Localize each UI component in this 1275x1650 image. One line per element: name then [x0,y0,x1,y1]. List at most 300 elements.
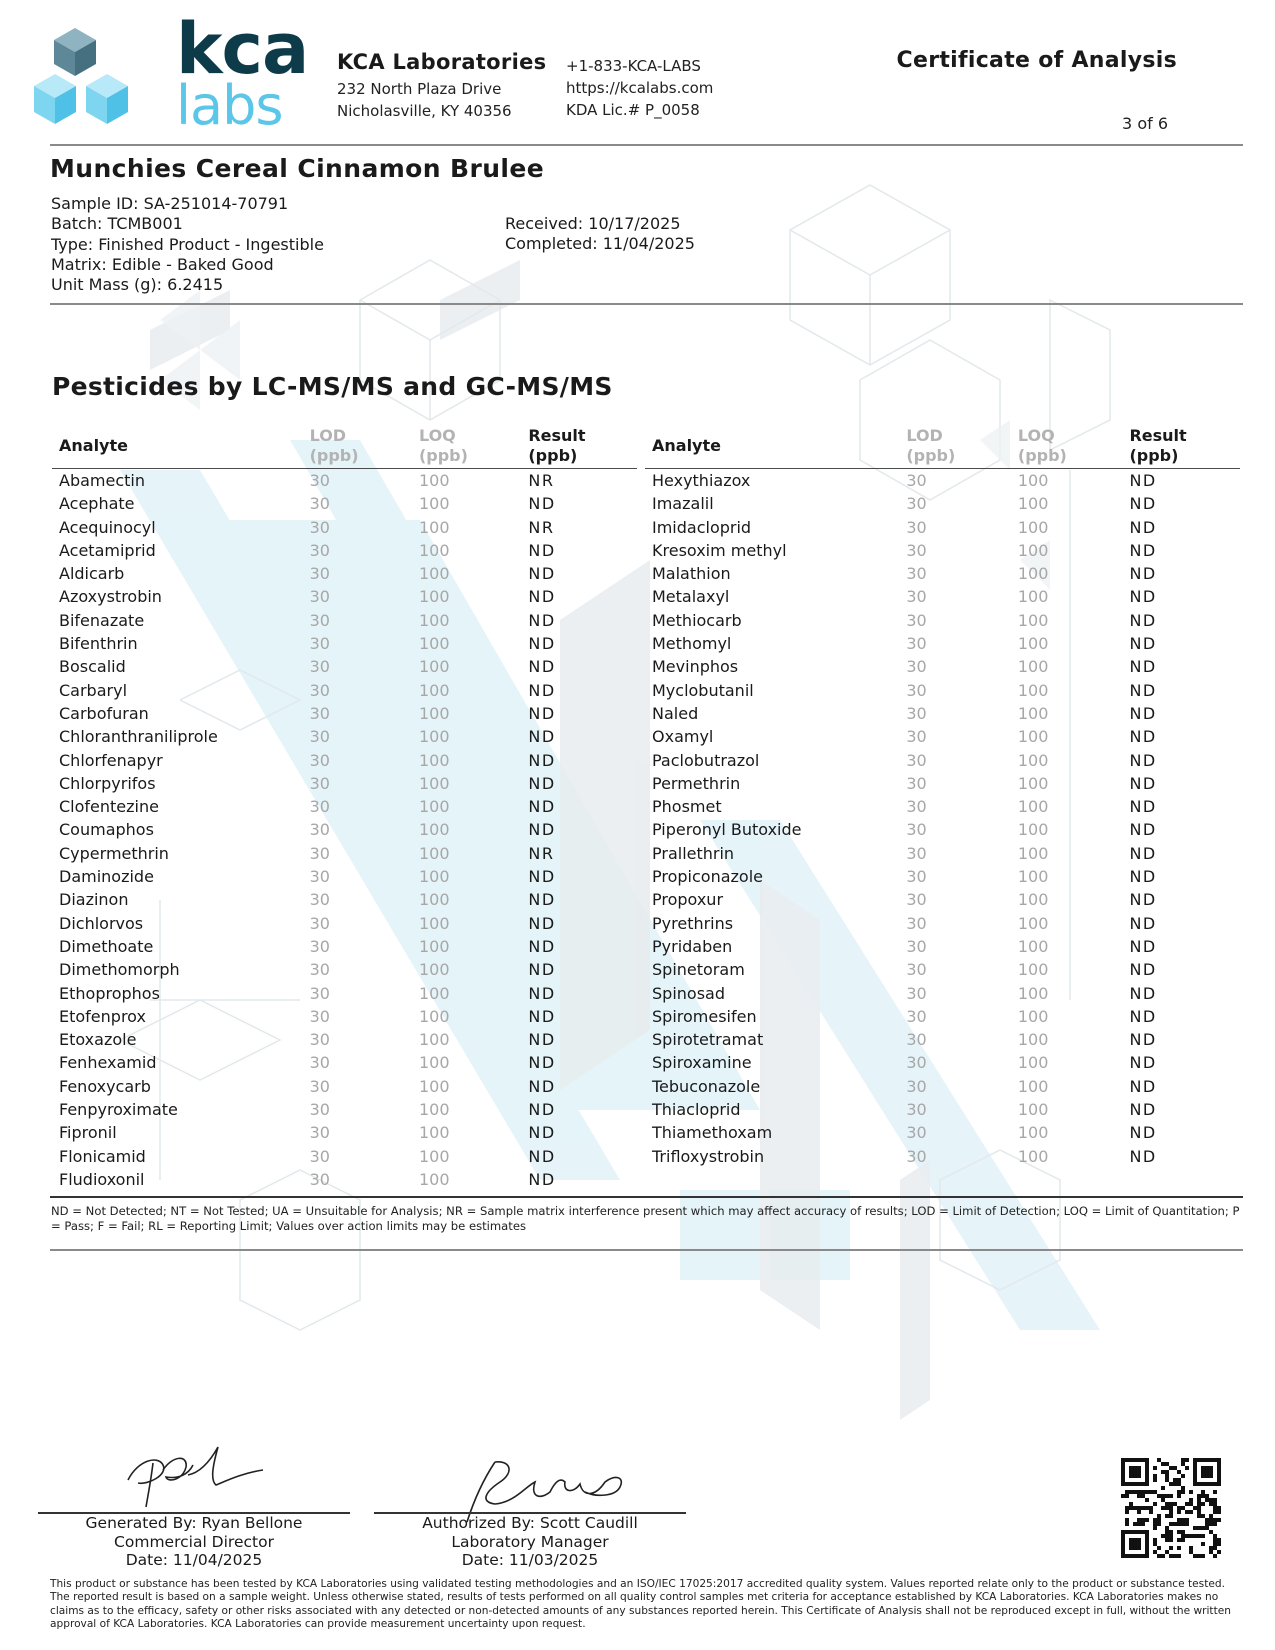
table-row [52,958,637,981]
loq-cell: 100 [418,1146,450,1166]
result-cell: ND [528,727,556,747]
lod-cell: 30 [309,1100,330,1120]
lod-cell: 30 [906,564,927,584]
lod-cell: 30 [906,1006,927,1026]
analyte-cell: Fipronil [59,1123,117,1143]
analyte-cell: Trifloxystrobin [652,1146,765,1166]
table-row [645,1075,1240,1098]
loq-cell: 100 [1017,634,1049,654]
result-cell: ND [528,564,556,584]
result-cell: ND [528,540,556,560]
lod-cell: 30 [309,703,330,723]
lod-cell: 30 [906,983,927,1003]
analyte-cell: Dichlorvos [59,913,144,933]
result-cell: ND [1129,1100,1157,1120]
loq-cell: 100 [418,540,450,560]
analyte-cell: Ethoprophos [59,983,160,1003]
table-row [52,702,637,725]
analyte-cell: Acetamiprid [59,540,156,560]
table-row [52,516,637,539]
lod-cell: 30 [906,1053,927,1073]
lod-cell: 30 [906,634,927,654]
lod-cell: 30 [309,1123,330,1143]
table-row [645,655,1240,678]
analyte-cell: Spiromesifen [652,1006,757,1026]
loq-cell: 100 [1017,913,1049,933]
table-row [52,1145,637,1168]
analyte-cell: Etofenprox [59,1006,146,1026]
lab-license: KDA Lic.# P_0058 [566,101,700,119]
lod-cell: 30 [906,890,927,910]
loq-cell: 100 [1017,471,1049,490]
lab-website-link[interactable]: https://kcalabs.com [566,79,714,97]
result-cell: ND [1129,587,1157,607]
result-cell: ND [1129,657,1157,677]
analyte-cell: Flonicamid [59,1146,146,1166]
lod-cell: 30 [906,843,927,863]
table-row [52,1028,637,1051]
table-row [52,842,637,865]
table-row [52,585,637,608]
result-cell: ND [528,587,556,607]
result-cell: ND [528,820,556,840]
loq-cell: 100 [418,1053,450,1073]
lod-cell: 30 [906,913,927,933]
analyte-cell: Thiamethoxam [652,1123,773,1143]
col-header-lod: LOD (ppb) [309,426,359,465]
analyte-cell: Acequinocyl [59,517,156,537]
loq-cell: 100 [1017,797,1049,817]
result-cell: NR [528,843,555,863]
lod-cell: 30 [906,471,927,490]
result-cell: ND [1129,983,1157,1003]
loq-cell: 100 [1017,1123,1049,1143]
table-row [645,1121,1240,1144]
lod-cell: 30 [906,610,927,630]
loq-cell: 100 [1017,960,1049,980]
lod-cell: 30 [906,750,927,770]
table-header-row [52,424,637,469]
result-cell: ND [1129,727,1157,747]
analyte-cell: Pyrethrins [652,913,734,933]
result-cell: ND [528,1006,556,1026]
table-row [645,818,1240,841]
table-row [52,888,637,911]
result-cell: ND [528,494,556,514]
analyte-cell: Hexythiazox [652,471,751,490]
analyte-cell: Malathion [652,564,731,584]
analyte-cell: Spiroxamine [652,1053,752,1073]
loq-cell: 100 [1017,820,1049,840]
analyte-cell: Dimethoate [59,936,154,956]
lod-cell: 30 [906,960,927,980]
lod-cell: 30 [906,1146,927,1166]
loq-cell: 100 [1017,517,1049,537]
result-cell: ND [1129,634,1157,654]
lod-cell: 30 [309,564,330,584]
logo-kca-text: kca [176,8,309,90]
loq-cell: 100 [1017,657,1049,677]
lod-cell: 30 [309,634,330,654]
result-cell: ND [1129,820,1157,840]
analyte-cell: Metalaxyl [652,587,730,607]
loq-cell: 100 [1017,936,1049,956]
loq-cell: 100 [418,867,450,887]
result-cell: ND [528,867,556,887]
result-cell: ND [1129,540,1157,560]
result-cell: ND [1129,494,1157,514]
analyte-cell: Fenpyroximate [59,1100,178,1120]
col-header-analyte: Analyte [652,436,721,455]
result-cell: ND [1129,471,1157,490]
analyte-cell: Carbofuran [59,703,149,723]
lod-cell: 30 [309,913,330,933]
lod-cell: 30 [906,657,927,677]
lod-cell: 30 [309,517,330,537]
table-row [52,539,637,562]
loq-cell: 100 [418,773,450,793]
table-row [52,1005,637,1028]
result-cell: ND [1129,960,1157,980]
lod-cell: 30 [906,727,927,747]
pesticides-table-right [645,424,1240,1168]
received-date: Received: 10/17/2025 [505,214,681,233]
result-cell: ND [1129,750,1157,770]
table-row [52,818,637,841]
table-row [645,539,1240,562]
table-body-left [52,469,637,1192]
loq-cell: 100 [418,913,450,933]
table-row [645,562,1240,585]
table-row [645,958,1240,981]
loq-cell: 100 [418,1169,450,1189]
generated-by-name: Generated By: Ryan Bellone [85,1514,303,1532]
analyte-cell: Imazalil [652,494,714,514]
table-row [645,1051,1240,1074]
table-row [52,749,637,772]
analyte-cell: Abamectin [59,471,145,490]
loq-cell: 100 [1017,587,1049,607]
result-cell: ND [1129,1146,1157,1166]
loq-cell: 100 [1017,610,1049,630]
lab-address-block [337,50,546,122]
product-name: Munchies Cereal Cinnamon Brulee [50,154,545,183]
table-row [52,772,637,795]
table-row [645,888,1240,911]
table-row [645,865,1240,888]
result-cell: ND [1129,680,1157,700]
col-header-loq: LOQ (ppb) [418,426,468,465]
table-row [52,865,637,888]
authorized-by-date: Date: 11/03/2025 [461,1551,599,1569]
signature-ryan-bellone [118,1435,268,1510]
lod-cell: 30 [309,610,330,630]
lod-cell: 30 [309,983,330,1003]
lod-cell: 30 [309,960,330,980]
table-row [645,702,1240,725]
legend-divider [50,1249,1243,1251]
lod-cell: 30 [906,1123,927,1143]
result-cell: ND [528,750,556,770]
loq-cell: 100 [418,1123,450,1143]
loq-cell: 100 [1017,1053,1049,1073]
loq-cell: 100 [1017,1030,1049,1050]
lod-cell: 30 [309,750,330,770]
result-cell: ND [528,983,556,1003]
col-header-result: Result (ppb) [528,426,586,465]
table-row [645,492,1240,515]
analyte-cell: Carbaryl [59,680,128,700]
loq-cell: 100 [418,494,450,514]
header-divider [50,144,1243,146]
loq-cell: 100 [418,657,450,677]
completed-date: Completed: 11/04/2025 [505,234,695,254]
lod-cell: 30 [309,1053,330,1073]
pesticides-table-left [52,424,637,1191]
loq-cell: 100 [418,517,450,537]
loq-cell: 100 [418,1030,450,1050]
analyte-cell: Kresoxim methyl [652,540,787,560]
lod-cell: 30 [309,936,330,956]
lab-address-1: 232 North Plaza Drive [337,80,502,98]
sample-dates [505,214,695,255]
analyte-cell: Fenhexamid [59,1053,157,1073]
result-cell: ND [528,1146,556,1166]
analyte-cell: Prallethrin [652,843,735,863]
analyte-cell: Mevinphos [652,657,739,677]
analyte-cell: Daminozide [59,867,154,887]
result-cell: ND [528,890,556,910]
lod-cell: 30 [906,867,927,887]
analyte-cell: Propiconazole [652,867,763,887]
table-row [52,795,637,818]
analyte-cell: Cypermethrin [59,843,169,863]
analyte-cell: Chlorpyrifos [59,773,156,793]
analyte-cell: Spirotetramat [652,1030,764,1050]
loq-cell: 100 [418,983,450,1003]
table-row [645,632,1240,655]
loq-cell: 100 [1017,1100,1049,1120]
analyte-cell: Aldicarb [59,564,125,584]
result-cell: ND [528,960,556,980]
document-title: Certificate of Analysis [896,48,1177,73]
authorized-by-block [374,1514,686,1570]
result-cell: ND [1129,703,1157,723]
result-cell: ND [528,936,556,956]
lod-cell: 30 [906,1030,927,1050]
sample-type: Type: Finished Product - Ingestible [51,234,324,254]
table-row [645,1005,1240,1028]
result-cell: ND [1129,1053,1157,1073]
table-row [645,842,1240,865]
table-row [52,492,637,515]
table-row [645,1145,1240,1168]
result-cell: ND [528,913,556,933]
qr-code-icon[interactable] [1121,1458,1221,1558]
lod-cell: 30 [309,471,330,490]
sample-batch: Batch: TCMB001 [51,214,183,234]
result-cell: ND [528,1123,556,1143]
analyte-cell: Boscalid [59,657,126,677]
sample-id: Sample ID: SA-251014-70791 [51,194,289,213]
loq-cell: 100 [1017,890,1049,910]
table-row [645,1098,1240,1121]
lod-cell: 30 [906,494,927,514]
table-row [645,609,1240,632]
generated-by-date: Date: 11/04/2025 [125,1551,263,1569]
table-row [645,749,1240,772]
table-header-row [645,424,1240,469]
lod-cell: 30 [309,657,330,677]
lod-cell: 30 [906,797,927,817]
lod-cell: 30 [906,1100,927,1120]
result-cell: ND [1129,610,1157,630]
col-header-result: Result (ppb) [1129,426,1187,465]
table-row [52,679,637,702]
analyte-cell: Propoxur [652,890,724,910]
analyte-cell: Piperonyl Butoxide [652,820,802,840]
generated-by-block [38,1514,350,1570]
loq-cell: 100 [1017,867,1049,887]
loq-cell: 100 [418,890,450,910]
table-row [645,795,1240,818]
loq-cell: 100 [418,750,450,770]
sample-details [51,194,324,295]
lod-cell: 30 [309,1146,330,1166]
result-cell: ND [1129,936,1157,956]
result-cell: ND [1129,1030,1157,1050]
sample-matrix: Matrix: Edible - Baked Good [51,254,274,274]
table-row [52,1051,637,1074]
loq-cell: 100 [418,610,450,630]
result-cell: ND [1129,517,1157,537]
lod-cell: 30 [309,773,330,793]
col-header-loq: LOQ (ppb) [1017,426,1067,465]
table-row [52,1075,637,1098]
lod-cell: 30 [309,797,330,817]
lod-cell: 30 [309,1030,330,1050]
analyte-cell: Oxamyl [652,727,714,747]
table-row [52,912,637,935]
result-cell: ND [1129,1076,1157,1096]
table-row [645,772,1240,795]
lod-cell: 30 [906,936,927,956]
results-legend: ND = Not Detected; NT = Not Tested; UA = Unsuitable for Analysis; NR = Sample matrix interference present which may affect accuracy of results; LOD = Limit of Detection; LOQ = Limit of Quantitation; P = Pass; F = Fail; RL = Reporting Limit; Values over action limits may be estimates [51,1204,1240,1233]
section-title: Pesticides by LC-MS/MS and GC-MS/MS [52,372,613,401]
table-row [645,982,1240,1005]
lod-cell: 30 [309,494,330,514]
table-bottom-divider [50,1196,1243,1198]
loq-cell: 100 [418,471,450,490]
loq-cell: 100 [418,1100,450,1120]
lod-cell: 30 [906,703,927,723]
loq-cell: 100 [418,564,450,584]
result-cell: ND [528,1053,556,1073]
lod-cell: 30 [309,727,330,747]
loq-cell: 100 [1017,564,1049,584]
analyte-cell: Naled [652,703,699,723]
loq-cell: 100 [1017,680,1049,700]
analyte-cell: Spinosad [652,983,725,1003]
result-cell: ND [528,634,556,654]
loq-cell: 100 [418,960,450,980]
analyte-cell: Methiocarb [652,610,742,630]
analyte-cell: Acephate [59,494,135,514]
loq-cell: 100 [418,1076,450,1096]
loq-cell: 100 [418,703,450,723]
loq-cell: 100 [418,797,450,817]
loq-cell: 100 [1017,1146,1049,1166]
loq-cell: 100 [1017,983,1049,1003]
table-body-right [645,469,1240,1168]
table-row [645,935,1240,958]
analyte-cell: Fludioxonil [59,1169,145,1189]
result-cell: ND [528,773,556,793]
table-row [52,469,637,493]
lod-cell: 30 [906,773,927,793]
result-cell: ND [528,680,556,700]
table-row [52,935,637,958]
result-cell: NR [528,471,555,490]
loq-cell: 100 [1017,750,1049,770]
analyte-cell: Etoxazole [59,1030,137,1050]
loq-cell: 100 [1017,540,1049,560]
result-cell: ND [1129,867,1157,887]
table-row [52,1098,637,1121]
analyte-cell: Chlorfenapyr [59,750,163,770]
result-cell: ND [528,610,556,630]
page-number: 3 of 6 [1122,114,1168,133]
analyte-cell: Clofentezine [59,797,159,817]
lod-cell: 30 [309,1006,330,1026]
col-header-lod: LOD (ppb) [906,426,956,465]
analyte-cell: Permethrin [652,773,741,793]
loq-cell: 100 [418,727,450,747]
table-row [52,632,637,655]
lab-name: KCA Laboratories [337,50,547,74]
loq-cell: 100 [418,820,450,840]
lab-contact-block [566,55,713,121]
generated-by-role: Commercial Director [114,1532,274,1551]
table-row [645,1028,1240,1051]
table-row [52,1121,637,1144]
result-cell: ND [1129,843,1157,863]
table-row [52,1168,637,1191]
analyte-cell: Imidacloprid [652,517,752,537]
table-row [645,469,1240,493]
result-cell: ND [528,1169,556,1189]
table-row [52,562,637,585]
result-cell: ND [1129,1123,1157,1143]
analyte-cell: Myclobutanil [652,680,754,700]
lod-cell: 30 [309,867,330,887]
lod-cell: 30 [309,587,330,607]
loq-cell: 100 [1017,843,1049,863]
lod-cell: 30 [309,540,330,560]
analyte-cell: Methomyl [652,634,732,654]
kca-labs-logo [30,8,310,137]
table-row [52,609,637,632]
col-header-analyte: Analyte [59,436,128,455]
result-cell: ND [1129,797,1157,817]
analyte-cell: Bifenthrin [59,634,138,654]
table-row [52,655,637,678]
loq-cell: 100 [1017,1006,1049,1026]
table-row [645,912,1240,935]
loq-cell: 100 [418,843,450,863]
lab-phone: +1-833-KCA-LABS [566,57,701,75]
result-cell: ND [528,657,556,677]
